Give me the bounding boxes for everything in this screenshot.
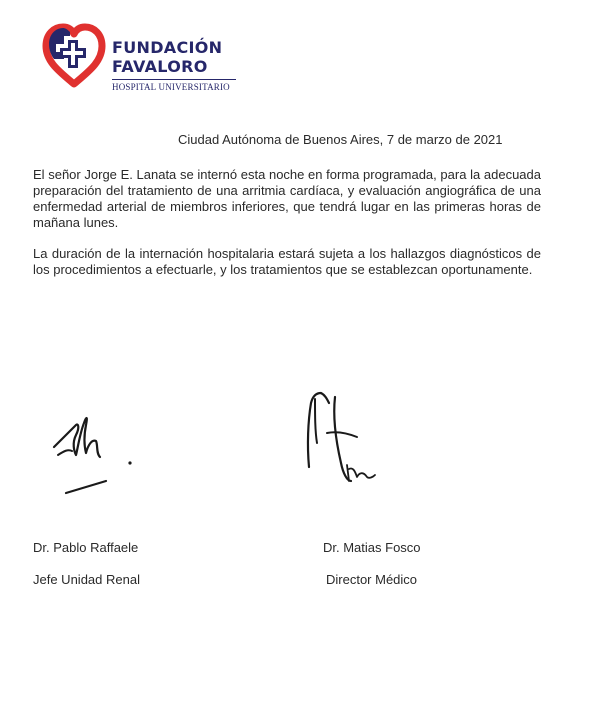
signatory-right-role: Director Médico (326, 572, 418, 587)
letter-paragraph-1: El señor Jorge E. Lanata se internó esta noche en forma programada, para la adecuada preparación del tratamiento de una arritmia cardíaca, y evaluación angiográfica de una enfermedad arterial de miembros inferiores, que tendrá lugar en las primeras horas de mañana lunes. (33, 167, 541, 230)
letter-date-line: Ciudad Autónoma de Buenos Aires, 7 de marzo de 2021 (178, 132, 503, 147)
signature-left (40, 395, 150, 505)
logo-line-fundacion: FUNDACIÓN (112, 38, 223, 57)
signatory-left-name: Dr. Pablo Raffaele (33, 540, 139, 555)
letter-paragraph-2: La duración de la internación hospitalaria estará sujeta a los hallazgos diagnósticos de los procedimientos a efectuarle, y los tratamientos que se establezcan oportunamente. (33, 246, 541, 277)
signatory-right-name: Dr. Matias Fosco (323, 540, 421, 555)
logo-divider (112, 79, 236, 80)
fundacion-favaloro-logo (40, 22, 250, 94)
logo-line-favaloro: FAVALORO (112, 57, 208, 76)
logo-subtitle: HOSPITAL UNIVERSITARIO (112, 82, 230, 92)
heart-cross-logo-icon (40, 22, 108, 90)
signatory-left-role: Jefe Unidad Renal (33, 572, 140, 587)
signature-right (295, 385, 390, 490)
